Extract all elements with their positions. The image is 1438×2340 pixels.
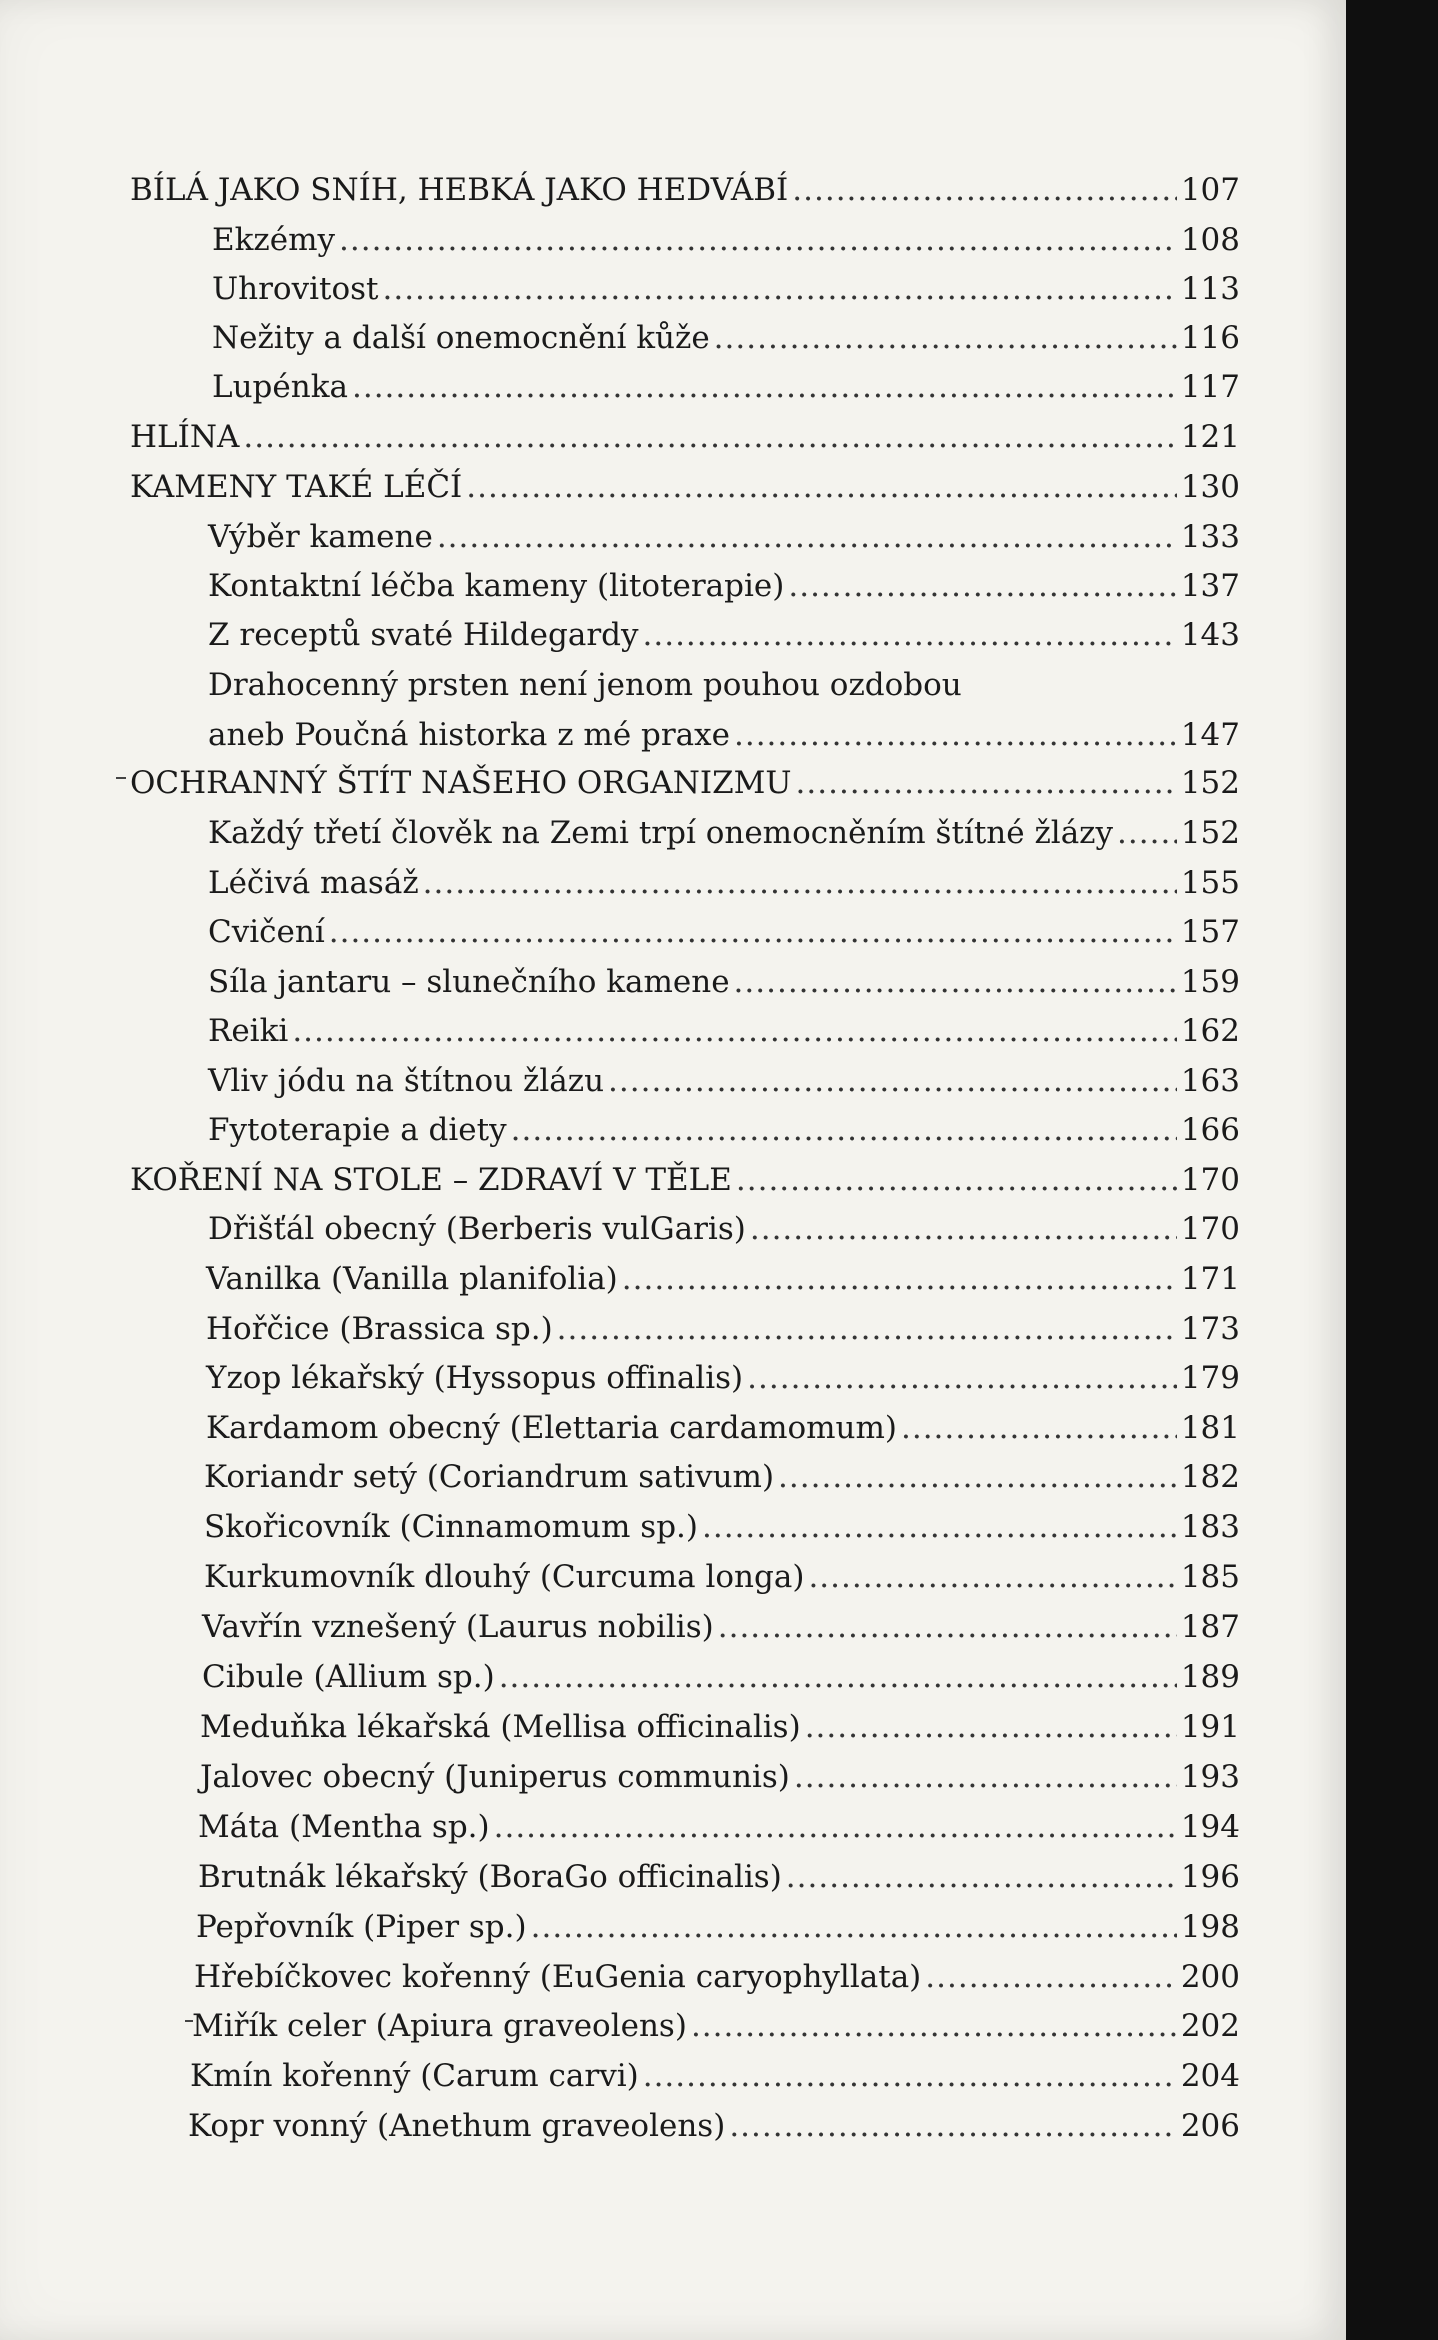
- toc-entry-page: 191: [1180, 1709, 1240, 1745]
- toc-leader-dots: [383, 269, 1177, 309]
- toc-leader-dots: [339, 220, 1177, 260]
- toc-entry-title: Fytoterapie a diety: [208, 1112, 507, 1148]
- toc-leader-dots: [557, 1309, 1177, 1349]
- toc-entry: [196, 1907, 1240, 1947]
- toc-leader-dots: [494, 1807, 1177, 1847]
- toc-leader-dots: [792, 170, 1177, 210]
- toc-entry: [208, 1011, 1240, 1051]
- toc-entry-title: Léčivá masáž: [208, 865, 419, 901]
- toc-entry: [208, 715, 1240, 755]
- toc-entry-page: 147: [1180, 717, 1240, 753]
- toc-entry-page: 182: [1180, 1459, 1240, 1495]
- toc-entry-title: Síla jantaru – slunečního kamene: [208, 964, 730, 1000]
- toc-entry-page: 185: [1180, 1559, 1240, 1595]
- toc-leader-dots: [622, 1259, 1177, 1299]
- toc-entry-title: Cibule (Allium sp.): [202, 1659, 495, 1695]
- toc-leader-dots: [691, 2006, 1177, 2046]
- toc-entry-page: 159: [1180, 964, 1240, 1000]
- toc-entry-title: Brutnák lékařský (BoraGo officinalis): [198, 1859, 782, 1895]
- toc-entry-title: KOŘENÍ NA STOLE – ZDRAVÍ V TĚLE: [130, 1162, 732, 1198]
- toc-entry-title: Z receptů svaté Hildegardy: [208, 617, 639, 653]
- toc-entry-page: 181: [1180, 1410, 1240, 1446]
- toc-entry: [208, 566, 1240, 606]
- toc-leader-dots: [511, 1110, 1177, 1150]
- toc-entry-page: 196: [1180, 1859, 1240, 1895]
- toc-entry: [208, 813, 1240, 853]
- toc-entry-title: Kopr vonný (Anethum graveolens): [188, 2108, 726, 2144]
- toc-entry-page: 198: [1180, 1909, 1240, 1945]
- toc-entry-page: 152: [1180, 815, 1240, 851]
- toc-leader-dots: [466, 467, 1177, 507]
- toc-leader-dots: [329, 912, 1177, 952]
- toc-entry-page: 162: [1180, 1013, 1240, 1049]
- toc-leader-dots: [808, 1557, 1176, 1597]
- toc-leader-dots: [1117, 813, 1177, 853]
- toc-leader-dots: [718, 1607, 1177, 1647]
- toc-entry: [208, 1061, 1240, 1101]
- toc-leader-dots: [805, 1707, 1177, 1747]
- toc-entry: [208, 912, 1240, 952]
- toc-entry: [200, 1707, 1240, 1747]
- toc-leader-dots: [794, 1757, 1177, 1797]
- toc-entry-title: Lupénka: [212, 369, 348, 405]
- toc-leader-dots: [608, 1061, 1177, 1101]
- toc-leader-dots: [643, 2056, 1177, 2096]
- toc-entry: [200, 1757, 1240, 1797]
- toc-leader-dots: [702, 1507, 1177, 1547]
- toc-leader-dots: [499, 1657, 1177, 1697]
- toc-leader-dots: [292, 1011, 1177, 1051]
- toc-entry-page: 204: [1180, 2058, 1240, 2094]
- toc-entry: [212, 318, 1240, 358]
- toc-entry: [204, 1457, 1240, 1497]
- toc-leader-dots: [729, 2106, 1177, 2146]
- toc-entry-title: Kontaktní léčba kameny (litoterapie): [208, 568, 785, 604]
- toc-entry-title: Ekzémy: [212, 222, 336, 258]
- toc-entry: [188, 2106, 1240, 2146]
- toc-entry: [190, 2056, 1240, 2096]
- toc-entry-title: Kardamom obecný (Elettaria cardamomum): [206, 1410, 897, 1446]
- toc-leader-dots: [736, 1160, 1177, 1200]
- toc-entry: [198, 1857, 1240, 1897]
- toc-leader-dots: [531, 1907, 1177, 1947]
- toc-entry-page: 183: [1180, 1509, 1240, 1545]
- toc-entry: [204, 1557, 1240, 1597]
- toc-entry-page: 163: [1180, 1063, 1240, 1099]
- toc-entry-page: 107: [1180, 172, 1240, 208]
- toc-entry-page: 193: [1180, 1759, 1240, 1795]
- toc-entry-title: Máta (Mentha sp.): [198, 1809, 490, 1845]
- toc-entry-title: Vliv jódu na štítnou žlázu: [208, 1063, 605, 1099]
- toc-entry-page: 166: [1180, 1112, 1240, 1148]
- toc-leader-dots: [437, 517, 1177, 557]
- toc-entry-page: 173: [1180, 1311, 1240, 1347]
- toc-entry-title: Hřebíčkovec kořenný (EuGenia caryophyllata): [194, 1959, 922, 1995]
- toc-entry: [192, 2006, 1240, 2046]
- toc-entry-title: OCHRANNÝ ŠTÍT NAŠEHO ORGANIZMU: [130, 765, 792, 801]
- toc-leader-dots: [778, 1457, 1177, 1497]
- toc-entry-title: Drahocenný prsten není jenom pouhou ozdobou: [208, 667, 962, 703]
- toc-entry: [206, 1259, 1240, 1299]
- toc-entry-title: Meduňka lékařská (Mellisa officinalis): [200, 1709, 801, 1745]
- toc-entry-page: 116: [1180, 320, 1240, 356]
- toc-leader-dots: [788, 566, 1176, 606]
- toc-entry: [194, 1957, 1240, 1997]
- toc-entry-page: 189: [1180, 1659, 1240, 1695]
- toc-entry-title: Vavřín vznešený (Laurus nobilis): [202, 1609, 714, 1645]
- toc-entry-page: 206: [1180, 2108, 1240, 2144]
- toc-entry: [198, 1807, 1240, 1847]
- toc-entry: [208, 1209, 1240, 1249]
- toc-leader-dots: [734, 962, 1177, 1002]
- toc-entry: [202, 1657, 1240, 1697]
- toc-entry-page: 117: [1180, 369, 1240, 405]
- toc-leader-dots: [714, 318, 1177, 358]
- toc-leader-dots: [643, 615, 1177, 655]
- toc-entry-page: 179: [1180, 1360, 1240, 1396]
- toc-entry-page: 170: [1180, 1211, 1240, 1247]
- toc-entry: [208, 615, 1240, 655]
- toc-entry: [130, 1160, 1240, 1200]
- toc-entry-page: 171: [1180, 1261, 1240, 1297]
- toc-entry-title: Kurkumovník dlouhý (Curcuma longa): [204, 1559, 805, 1595]
- toc-leader-dots: [352, 367, 1177, 407]
- toc-entry: [206, 1408, 1240, 1448]
- toc-leader-dots: [243, 417, 1176, 457]
- toc-entry: [130, 763, 1240, 803]
- toc-entry-page: 170: [1180, 1162, 1240, 1198]
- toc-entry-title: Reiki: [208, 1013, 289, 1049]
- toc-entry-title: Miřík celer (Apiura graveolens): [192, 2008, 687, 2044]
- toc-entry-page: 157: [1180, 914, 1240, 950]
- toc-entry: [212, 367, 1240, 407]
- toc-leader-dots: [796, 763, 1177, 803]
- toc-entry-page: 187: [1180, 1609, 1240, 1645]
- toc-leader-dots: [750, 1209, 1177, 1249]
- toc-entry: [208, 1110, 1240, 1150]
- toc-entry-page: 155: [1180, 865, 1240, 901]
- toc-entry: [204, 1507, 1240, 1547]
- toc-entry: [202, 1607, 1240, 1647]
- toc-entry-title: Kmín kořenný (Carum carvi): [190, 2058, 639, 2094]
- toc-entry-page: 130: [1180, 469, 1240, 505]
- toc-entry: [208, 863, 1240, 903]
- toc-entry-page: 137: [1180, 568, 1240, 604]
- toc-entry: [130, 417, 1240, 457]
- toc-entry: [212, 269, 1240, 309]
- toc-entry-page: 143: [1180, 617, 1240, 653]
- toc-entry: [208, 962, 1240, 1002]
- toc-entry: [212, 220, 1240, 260]
- toc-entry-title: Každý třetí člověk na Zemi trpí onemocněním štítné žlázy: [208, 815, 1114, 851]
- toc-entry-page: 202: [1180, 2008, 1240, 2044]
- toc-entry: [130, 170, 1240, 210]
- toc-entry-title: Yzop lékařský (Hyssopus offinalis): [206, 1360, 744, 1396]
- toc-entry-title: aneb Poučná historka z mé praxe: [208, 717, 730, 753]
- toc-entry-title: Hořčice (Brassica sp.): [206, 1311, 553, 1347]
- toc-leader-dots: [734, 715, 1177, 755]
- toc-entry-title: BÍLÁ JAKO SNÍH, HEBKÁ JAKO HEDVÁBÍ: [130, 172, 789, 208]
- toc-entry-page: 113: [1180, 271, 1240, 307]
- toc-entry-title: Výběr kamene: [208, 519, 433, 555]
- toc-leader-dots: [925, 1957, 1177, 1997]
- toc-entry: [206, 1358, 1240, 1398]
- toc-leader-dots: [786, 1857, 1177, 1897]
- toc-entry-page: 194: [1180, 1809, 1240, 1845]
- toc-entry-title: Koriandr setý (Coriandrum sativum): [204, 1459, 775, 1495]
- toc-entry: [130, 467, 1240, 507]
- toc-leader-dots: [901, 1408, 1177, 1448]
- toc-entry-title: Cvičení: [208, 914, 325, 950]
- toc-entry-page: 152: [1180, 765, 1240, 801]
- toc-entry-title: HLÍNA: [130, 419, 240, 455]
- toc-entry-title: KAMENY TAKÉ LÉČÍ: [130, 469, 463, 505]
- toc-entry-title: Skořicovník (Cinnamomum sp.): [204, 1509, 698, 1545]
- toc-entry-page: 200: [1180, 1959, 1240, 1995]
- toc-entry-title: Dřišťál obecný (Berberis vulGaris): [208, 1211, 746, 1247]
- toc-leader-dots: [423, 863, 1177, 903]
- toc-entry-page: 133: [1180, 519, 1240, 555]
- toc-entry-page: 121: [1180, 419, 1240, 455]
- toc-entry-title: Vanilka (Vanilla planifolia): [206, 1261, 618, 1297]
- margin-mark: [116, 777, 126, 779]
- toc-entry: [206, 1309, 1240, 1349]
- toc-leader-dots: [747, 1358, 1177, 1398]
- toc-entry: [208, 517, 1240, 557]
- toc-entry-title: Jalovec obecný (Juniperus communis): [200, 1759, 790, 1795]
- toc-entry-title: Nežity a další onemocnění kůže: [212, 320, 710, 356]
- toc-entry-page: 108: [1180, 222, 1240, 258]
- toc-entry-title: Uhrovitost: [212, 271, 379, 307]
- toc-entry-title: Pepřovník (Piper sp.): [196, 1909, 527, 1945]
